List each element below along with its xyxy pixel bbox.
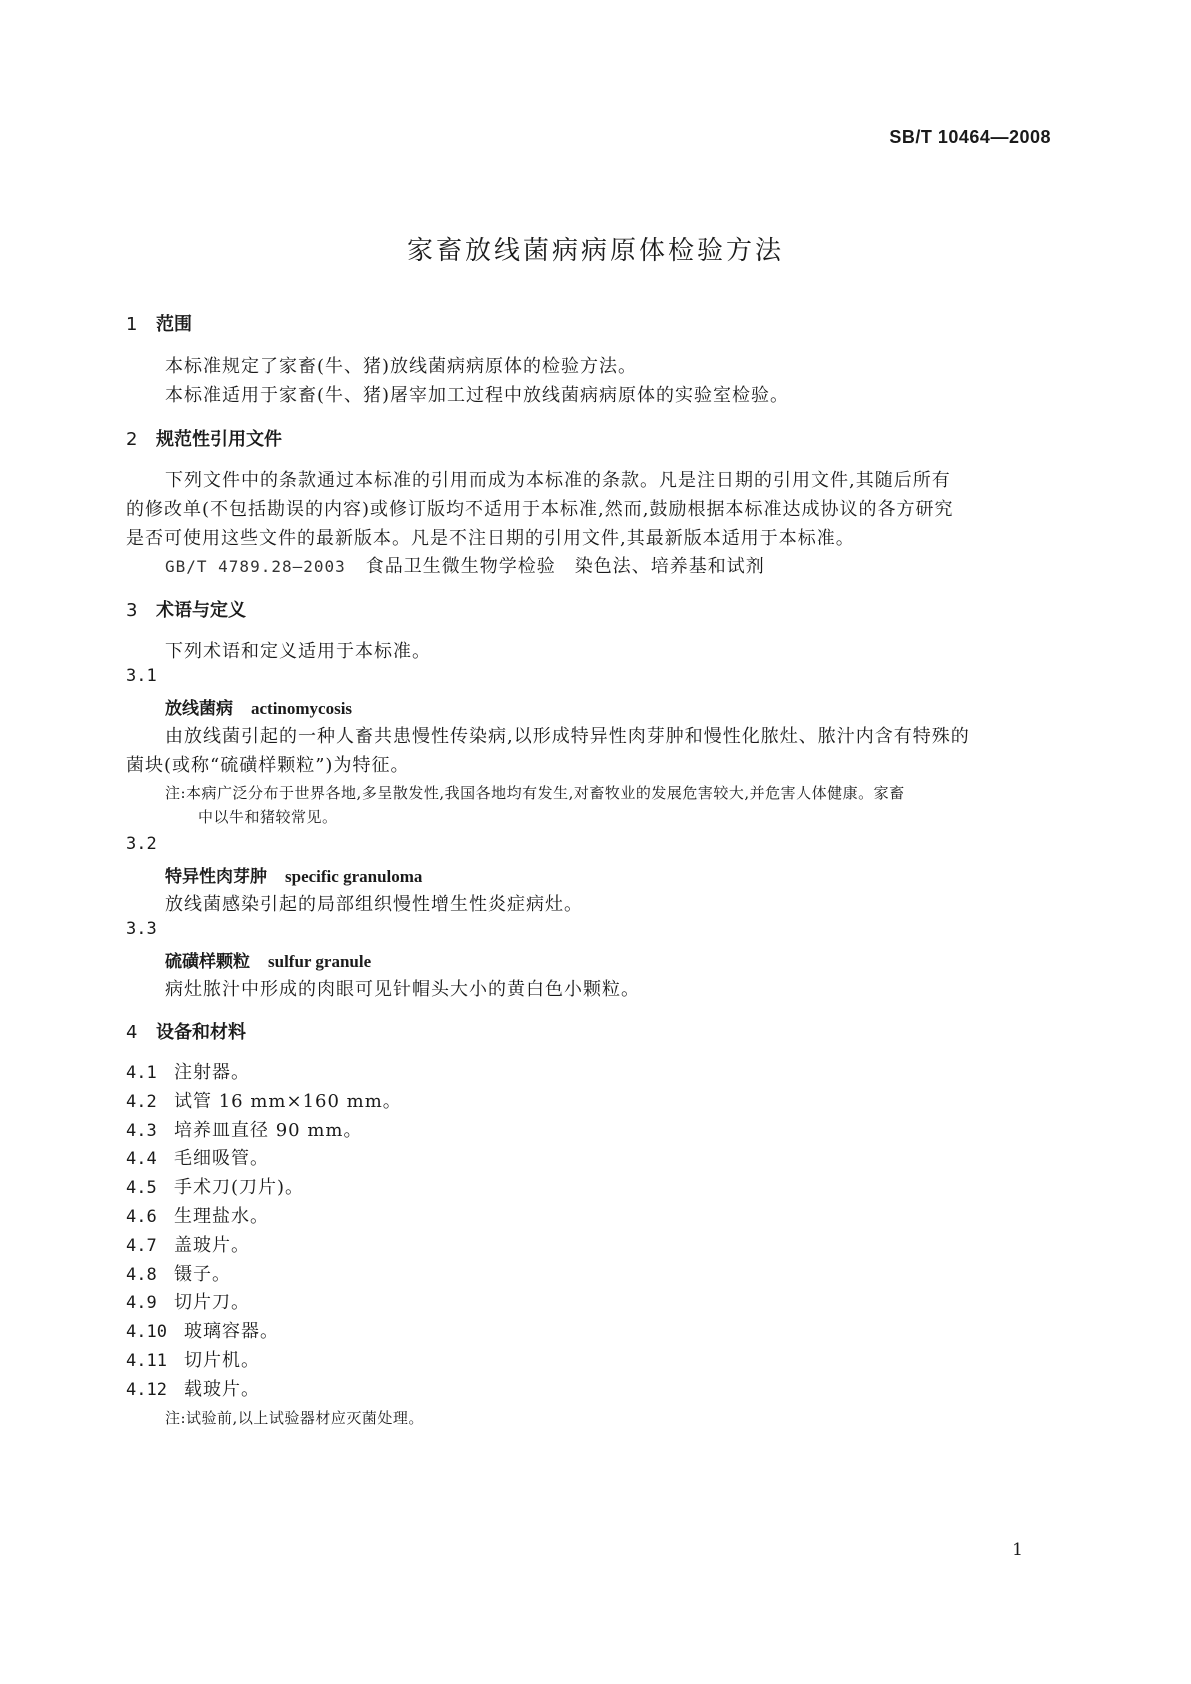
list-item: [126, 1087, 402, 1113]
section-title: 设备和材料: [156, 1022, 246, 1043]
list-item: [126, 1058, 250, 1084]
item-number: 4.11: [126, 1351, 167, 1371]
note-line: 注:试验前,以上试验器材应灭菌处理。: [165, 1409, 424, 1427]
section-number: 1: [126, 314, 138, 335]
item-number: 4.3: [126, 1120, 157, 1141]
section-title: 规范性引用文件: [156, 429, 282, 450]
paragraph: 本标准适用于家畜(牛、猪)屠宰加工过程中放线菌病病原体的实验室检验。: [165, 385, 790, 406]
term-zh: 放线菌病: [165, 699, 233, 719]
term-en: specific granuloma: [285, 867, 423, 886]
list-item: [126, 1346, 260, 1372]
document-title: 家畜放线菌病病原体检验方法: [406, 236, 784, 266]
item-text: 切片刀。: [174, 1292, 250, 1314]
section-2-heading: [126, 425, 282, 451]
section-3-heading: [126, 596, 246, 622]
item-number: 4.4: [126, 1149, 157, 1170]
item-text: 注射器。: [174, 1062, 250, 1083]
list-item: [126, 1288, 250, 1314]
note-line: 中以牛和猪较常见。: [198, 808, 338, 826]
item-text: 试管 16 mm×160 mm。: [174, 1090, 402, 1112]
list-item: [126, 1116, 362, 1142]
standard-number: SB/T 10464—2008: [889, 127, 1051, 147]
term-zh: 硫磺样颗粒: [165, 952, 250, 972]
paragraph: 本标准规定了家畜(牛、猪)放线菌病病原体的检验方法。: [165, 356, 638, 377]
item-number: 4.7: [126, 1235, 157, 1256]
term-en: sulfur granule: [268, 952, 372, 971]
item-number: 4.10: [126, 1322, 167, 1343]
item-text: 载玻片。: [184, 1378, 260, 1400]
term-definition: 放线菌感染引起的局部组织慢性增生性炎症病灶。: [165, 894, 583, 915]
item-number: 4.8: [126, 1264, 157, 1285]
item-text: 生理盐水。: [174, 1206, 269, 1227]
section-title: 范围: [156, 314, 192, 335]
paragraph-line: 下列文件中的条款通过本标准的引用而成为本标准的条款。凡是注日期的引用文件,其随后所有: [165, 470, 951, 491]
term-heading: [165, 947, 371, 972]
list-item: [126, 1231, 250, 1257]
item-text: 盖玻片。: [174, 1234, 250, 1256]
list-item: [126, 1260, 231, 1286]
item-text: 镊子。: [174, 1263, 231, 1285]
item-text: 手术刀(刀片)。: [174, 1177, 305, 1199]
term-heading: [165, 694, 352, 719]
list-item: [126, 1375, 260, 1401]
list-item: [126, 1173, 304, 1199]
term-definition: 由放线菌引起的一种人畜共患慢性传染病,以形成特异性肉芽肿和慢性化脓灶、脓汁内含有特殊的: [165, 726, 970, 747]
term-number: 3.1: [126, 666, 157, 686]
item-text: 培养皿直径 90 mm。: [174, 1119, 363, 1141]
term-definition: 菌块(或称“硫磺样颗粒”)为特征。: [126, 755, 410, 776]
term-number: 3.3: [126, 919, 157, 939]
term-number: 3.2: [126, 834, 157, 854]
item-text: 玻璃容器。: [184, 1321, 279, 1343]
paragraph-line: 是否可使用这些文件的最新版本。凡是不注日期的引用文件,其最新版本适用于本标准。: [126, 528, 855, 549]
item-number: 4.5: [126, 1178, 157, 1199]
page-number: 1: [1012, 1540, 1023, 1560]
note-line: 注:本病广泛分布于世界各地,多呈散发性,我国各地均有发生,对畜牧业的发展危害较大,并危害人体健康。家畜: [165, 784, 905, 802]
section-number: 4: [126, 1022, 138, 1043]
section-number: 2: [126, 429, 138, 450]
term-en: actinomycosis: [251, 699, 353, 718]
term-definition: 病灶脓汁中形成的肉眼可见针帽头大小的黄白色小颗粒。: [165, 979, 640, 1000]
section-1-heading: [126, 310, 192, 336]
list-item: [126, 1202, 269, 1228]
paragraph: 下列术语和定义适用于本标准。: [165, 641, 431, 662]
term-heading: [165, 862, 422, 887]
item-number: 4.2: [126, 1091, 157, 1112]
reference-title: 食品卫生微生物学检验 染色法、培养基和试剂: [365, 556, 765, 577]
item-text: 切片机。: [184, 1350, 260, 1371]
item-number: 4.12: [126, 1379, 167, 1400]
list-item: [126, 1317, 279, 1343]
section-title: 术语与定义: [156, 600, 246, 621]
section-4-heading: [126, 1018, 246, 1044]
section-number: 3: [126, 600, 138, 621]
item-number: 4.1: [126, 1063, 157, 1083]
reference-code: GB/T 4789.28—2003: [165, 557, 346, 576]
item-text: 毛细吸管。: [174, 1148, 269, 1170]
reference-entry: [165, 552, 765, 578]
list-item: [126, 1144, 269, 1170]
term-zh: 特异性肉芽肿: [165, 867, 267, 887]
item-number: 4.6: [126, 1207, 157, 1227]
paragraph-line: 的修改单(不包括勘误的内容)或修订版均不适用于本标准,然而,鼓励根据本标准达成协议的各方研究: [126, 499, 954, 520]
item-number: 4.9: [126, 1293, 157, 1314]
